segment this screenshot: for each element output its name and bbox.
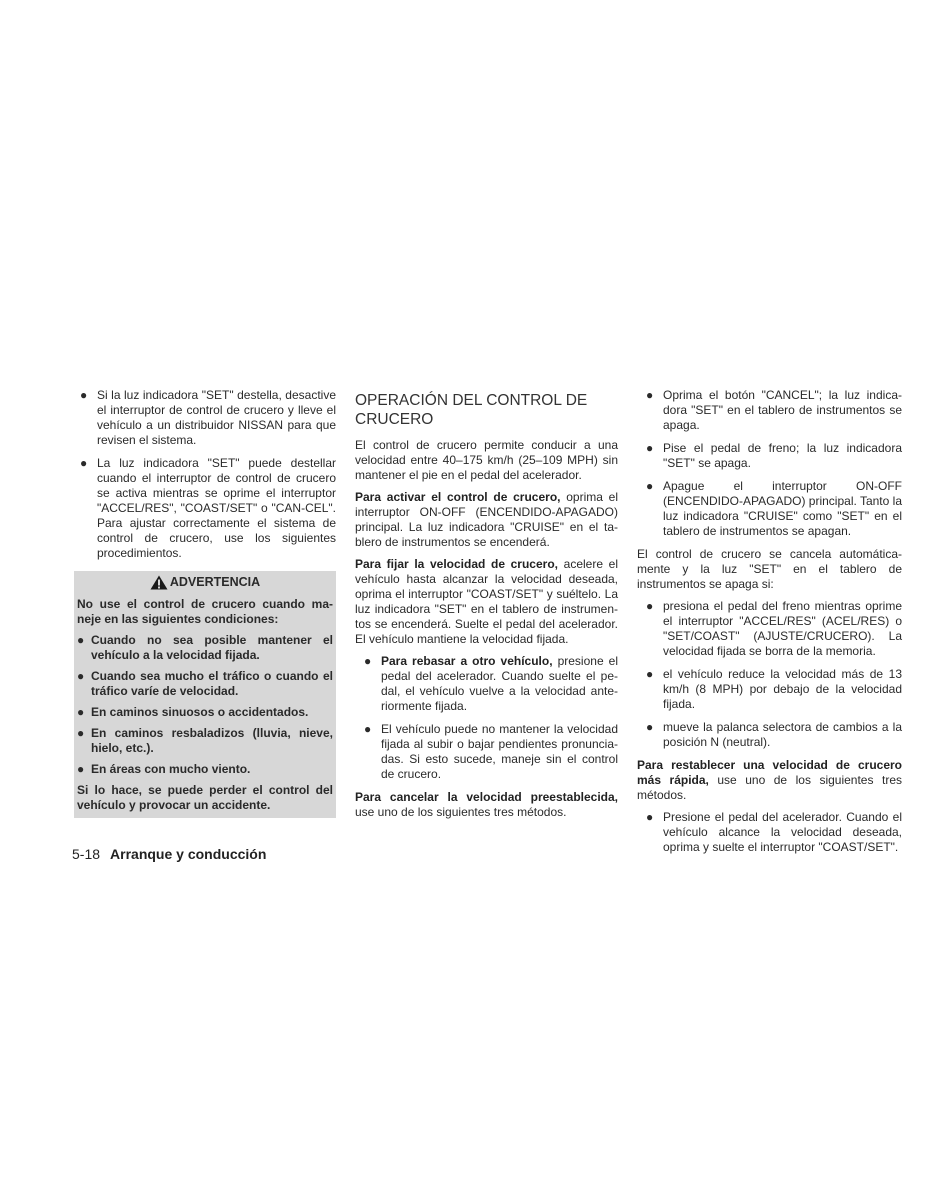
section-title: Arranque y conducción: [110, 846, 267, 862]
bullet-icon: ●: [80, 456, 88, 470]
bullet-icon: ●: [80, 388, 88, 402]
list-item: ● El vehículo puede no mantener la velocidad fijada al subir o bajar pendientes pronuncia-das. Si esto sucede, maneje sin el control de crucero.: [364, 722, 618, 781]
warning-title: ADVERTENCIA: [77, 575, 333, 590]
bullet-icon: ●: [77, 705, 85, 719]
paragraph: Para fijar la velocidad de crucero, acelere el vehículo hasta alcanzar la velocidad deseada, oprima el interruptor "COAST/SET" y suéltelo. La luz indicadora "SET" en el tablero de instrumen-tos se encenderá. Suelte el pedal del acelerador. El vehículo mantiene la velocidad fijada.: [355, 557, 618, 646]
warning-box: [74, 571, 336, 818]
column-right: [637, 388, 902, 863]
list-item: ● Oprima el botón "CANCEL"; la luz indica-dora "SET" en el tablero de instrumentos se apaga.: [646, 388, 902, 432]
warning-item: ● Cuando sea mucho el tráfico o cuando el tráfico varíe de velocidad.: [77, 669, 333, 698]
paragraph: El control de crucero se cancela automática-mente y la luz "SET" en el tablero de instrumentos se apaga si:: [637, 547, 902, 591]
list-item: ● La luz indicadora "SET" puede destellar cuando el interruptor de control de crucero se activa mientras se oprime el interruptor "ACCEL/RES", "COAST/SET" o "CAN-CEL". Para ajustar correctamente el sistema de control de crucero, use los siguientes procedimientos.: [80, 456, 336, 560]
bullet-icon: ●: [646, 810, 654, 824]
warning-triangle-icon: [150, 575, 168, 590]
warning-intro: No use el control de crucero cuando ma-neje en las siguientes condiciones:: [77, 597, 333, 626]
paragraph: Para restablecer una velocidad de crucero más rápida, use uno de los siguientes tres métodos.: [637, 758, 902, 802]
bullet-icon: ●: [77, 633, 85, 647]
list-item: ● Si la luz indicadora "SET" destella, desactive el interruptor de control de crucero y lleve el vehículo a un distribuidor NISSAN para que revisen el sistema.: [80, 388, 336, 447]
bullet-icon: ●: [646, 720, 654, 734]
list-item: ● Para rebasar a otro vehículo, presione el pedal del acelerador. Cuando suelte el pe-dal, el vehículo vuelve a la velocidad ante-riormente fijada.: [364, 654, 618, 713]
bullet-icon: ●: [77, 726, 85, 740]
bullet-icon: ●: [646, 441, 654, 455]
warning-item: ● Cuando no sea posible mantener el vehículo a la velocidad fijada.: [77, 633, 333, 662]
section-heading: OPERACIÓN DEL CONTROL DE CRUCERO: [355, 392, 588, 428]
page-footer: [72, 846, 266, 862]
list-item: ● mueve la palanca selectora de cambios a la posición N (neutral).: [646, 720, 902, 749]
warning-outro: Si lo hace, se puede perder el control del vehículo y provocar un accidente.: [77, 783, 333, 812]
column-left: [74, 388, 336, 818]
bullet-icon: ●: [77, 762, 85, 776]
bullet-icon: ●: [364, 654, 372, 668]
warning-item: ● En áreas con mucho viento.: [77, 762, 251, 776]
page-number: 5-18: [72, 846, 101, 862]
list-item: ● Presione el pedal del acelerador. Cuando el vehículo alcance la velocidad deseada, oprima y suelte el interruptor "COAST/SET".: [646, 810, 902, 854]
bullet-icon: ●: [77, 669, 85, 683]
paragraph: El control de crucero permite conducir a una velocidad entre 40–175 km/h (25–109 MPH) sin mantener el pie en el pedal del acelerador.: [355, 438, 618, 482]
list-item: ● el vehículo reduce la velocidad más de 13 km/h (8 MPH) por debajo de la velocidad fijada.: [646, 667, 902, 711]
warning-item: ● En caminos sinuosos o accidentados.: [77, 705, 309, 719]
bullet-icon: ●: [646, 599, 654, 613]
column-middle: [355, 388, 618, 827]
warning-item: ● En caminos resbaladizos (lluvia, nieve, hielo, etc.).: [77, 726, 333, 755]
bullet-icon: ●: [646, 479, 654, 493]
bullet-icon: ●: [364, 722, 372, 736]
list-item: ● presiona el pedal del freno mientras oprime el interruptor "ACCEL/RES" (ACEL/RES) o "SET/COAST" (AJUSTE/CRUCERO). La velocidad fijada se borra de la memoria.: [646, 599, 902, 658]
list-item: ● Pise el pedal de freno; la luz indicadora "SET" se apaga.: [646, 441, 902, 470]
list-item: ● Apague el interruptor ON-OFF (ENCENDIDO-APAGADO) principal. Tanto la luz indicadora "CRUISE" como "SET" en el tablero de instrumentos se apagan.: [646, 479, 902, 538]
paragraph: Para cancelar la velocidad preestablecida, use uno de los siguientes tres métodos.: [355, 790, 618, 819]
bullet-icon: ●: [646, 388, 654, 402]
bullet-icon: ●: [646, 667, 654, 681]
paragraph: Para activar el control de crucero, oprima el interruptor ON-OFF (ENCENDIDO-APAGADO) principal. La luz indicadora "CRUISE" en el ta-blero de instrumentos se encenderá.: [355, 490, 618, 549]
